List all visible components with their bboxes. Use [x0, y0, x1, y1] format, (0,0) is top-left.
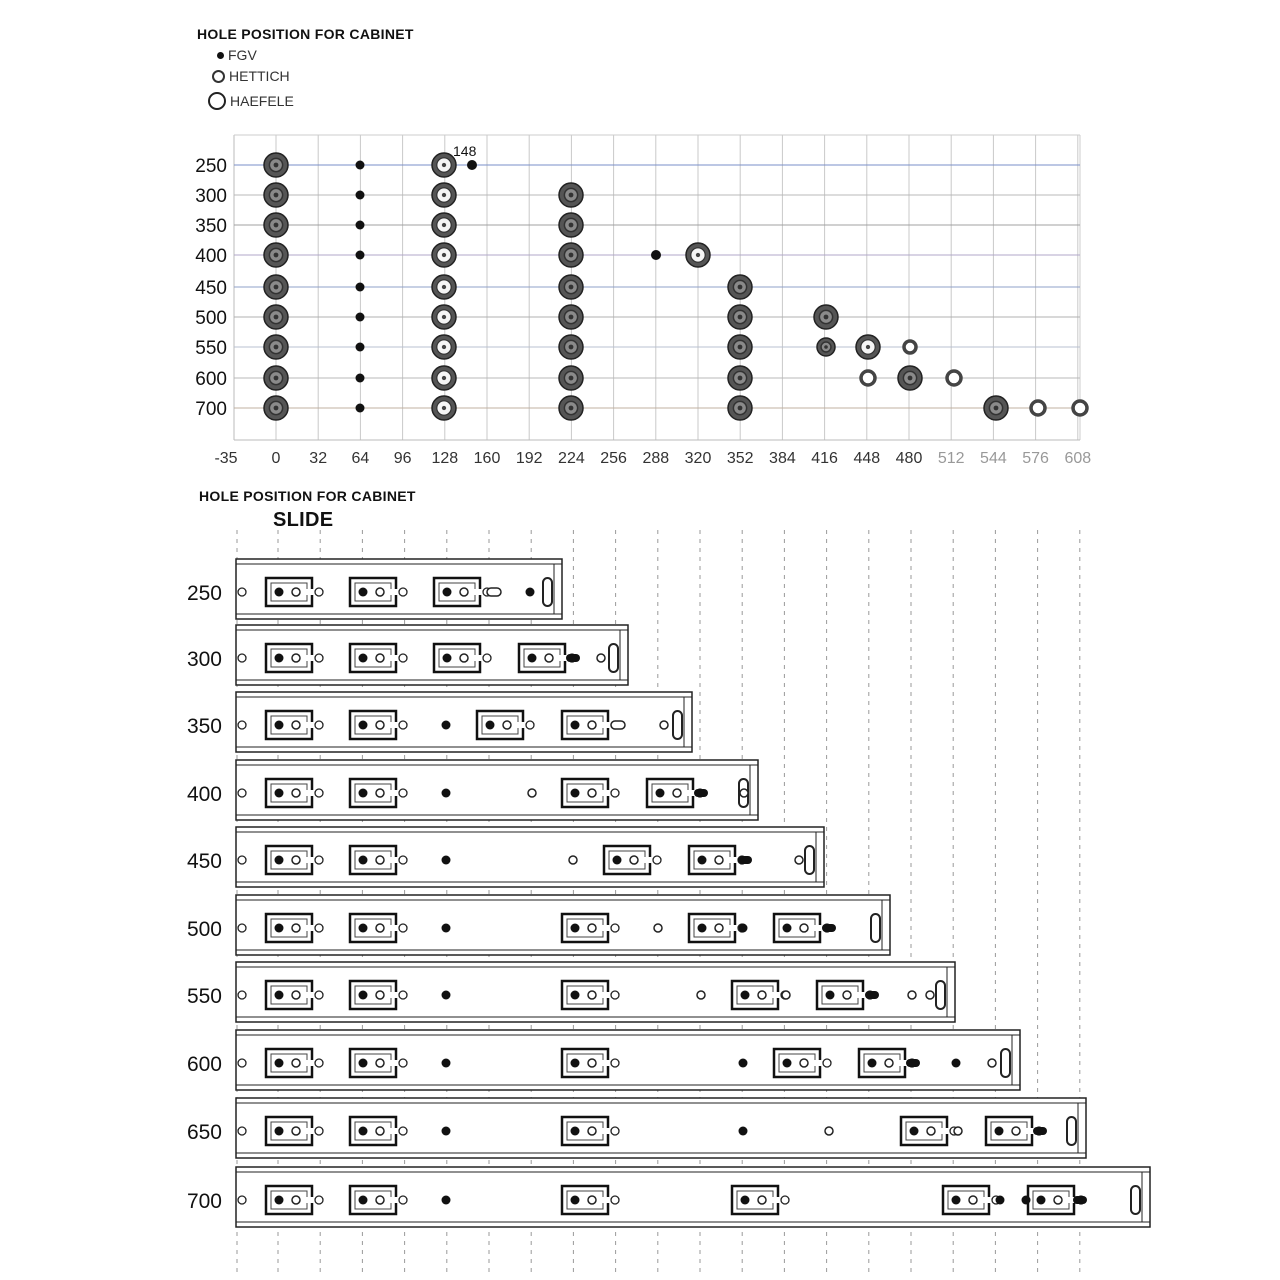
hettich-ring: [1073, 401, 1087, 415]
top-title: HOLE POSITION FOR CABINET: [197, 26, 414, 42]
fgv-hole: [356, 343, 365, 352]
haefele-hole: [728, 305, 752, 329]
top-x-label: 576: [1022, 450, 1049, 467]
fgv-hole: [356, 191, 365, 200]
fgv-hole: [651, 250, 661, 260]
haefele-hole: [264, 366, 288, 390]
hettich-hole: [856, 335, 880, 359]
slide-rail: [187, 962, 955, 1022]
rail-slot-hole: [906, 1059, 920, 1067]
rail-open-hole: [660, 721, 668, 729]
top-y-label: 700: [195, 399, 227, 420]
haefele-hole: [264, 153, 288, 177]
slide-rail: [187, 1167, 1150, 1227]
haefele-hole: [559, 396, 583, 420]
slide-diagram: [0, 520, 1280, 1280]
top-x-label: 608: [1064, 450, 1092, 467]
rail-start-hole: [238, 1059, 246, 1067]
haefele-hole: [898, 366, 922, 390]
top-x-label: 320: [684, 450, 712, 467]
top-x-label: 544: [980, 450, 1007, 467]
top-x-label: 160: [473, 450, 501, 467]
slide-length-label: 600: [186, 1053, 222, 1076]
top-y-labels: [195, 156, 227, 420]
rail-fixing-dot: [739, 1059, 748, 1068]
rail-fixing-dot: [526, 588, 535, 597]
rail-start-hole: [238, 588, 246, 596]
slide-length-label: 300: [186, 648, 222, 671]
hettich-hole: [432, 213, 456, 237]
rail-end-slot: [805, 846, 814, 874]
fgv-hole: [356, 404, 365, 413]
hettich-hole: [432, 396, 456, 420]
top-y-label: 550: [195, 338, 227, 359]
slide-rail: [187, 625, 628, 685]
rail-fixing-dot: [952, 1059, 961, 1068]
top-x-label: 64: [351, 450, 370, 467]
rail-end-slot: [1001, 1049, 1010, 1077]
hettich-hole: [432, 366, 456, 390]
rail-open-hole: [528, 789, 536, 797]
rail-slot-hole: [566, 654, 580, 662]
slide-length-label: 550: [186, 985, 222, 1008]
slide-length-label: 250: [186, 582, 222, 605]
haefele-hole: [559, 335, 583, 359]
top-x-label: 256: [600, 450, 627, 467]
rail-end-slot: [1067, 1117, 1076, 1145]
haefele-hole: [264, 396, 288, 420]
rail-end-slot: [543, 578, 552, 606]
haefele-hole: [264, 335, 288, 359]
rail-end-slot: [936, 981, 945, 1009]
haefele-hole: [814, 305, 838, 329]
slide-subtitle: SLIDE: [273, 509, 334, 531]
rail-slot-hole: [738, 856, 752, 864]
hettich-hole: [432, 275, 456, 299]
slide-rail: [187, 760, 758, 820]
rail-end-slot: [1131, 1186, 1140, 1214]
top-x-label: 352: [726, 450, 754, 467]
slide-length-label: 500: [186, 918, 222, 941]
top-y-label: 600: [195, 369, 227, 390]
rail-open-hole: [740, 789, 748, 797]
haefele-hole: [264, 213, 288, 237]
haefele-hole: [264, 243, 288, 267]
rail-fixing-dot: [442, 1059, 451, 1068]
rail-slot-hole: [865, 991, 879, 999]
hettich-ring: [861, 371, 875, 385]
bottom-title: HOLE POSITION FOR CABINET: [199, 488, 416, 504]
rail-fixing-dot: [442, 1196, 451, 1205]
top-x-label: 0: [271, 450, 281, 467]
slide-length-label: 650: [186, 1121, 222, 1144]
rail-open-hole: [697, 991, 705, 999]
rail-open-hole: [954, 1127, 962, 1135]
hettich-hole: [432, 305, 456, 329]
haefele-hole: [559, 366, 583, 390]
slide-length-label: 700: [186, 1190, 222, 1213]
slide-rail: [187, 1098, 1086, 1158]
top-x-label: 512: [937, 450, 965, 467]
top-x-label: 480: [895, 450, 923, 467]
legend-hettich-label: HETTICH: [229, 68, 290, 84]
fgv-hole: [356, 283, 365, 292]
rail-open-hole: [926, 991, 934, 999]
rail-fixing-dot: [739, 924, 748, 933]
haefele-hole: [817, 338, 835, 356]
rail-oval-hole: [611, 721, 625, 729]
haefele-hole: [264, 275, 288, 299]
rail-fixing-dot: [442, 1127, 451, 1136]
rail-slot-hole: [1033, 1127, 1047, 1135]
haefele-hole: [559, 275, 583, 299]
haefele-hole: [559, 305, 583, 329]
haefele-hole: [728, 366, 752, 390]
rail-end-slot: [673, 711, 682, 739]
rail-fixing-dot: [442, 924, 451, 933]
fgv-hole: [356, 161, 365, 170]
fgv-hole: [467, 160, 477, 170]
top-y-label: 250: [195, 156, 227, 177]
top-y-label: 450: [195, 278, 227, 299]
slide-rail: [187, 895, 890, 955]
rail-fixing-dot: [442, 856, 451, 865]
fgv-hole: [356, 251, 365, 260]
top-y-label: 400: [195, 246, 227, 267]
rail-end-slot: [609, 644, 618, 672]
haefele-hole: [559, 213, 583, 237]
rail-fixing-dot: [996, 1196, 1005, 1205]
rail-fixing-dot: [739, 1127, 748, 1136]
rail-fixing-dot: [1022, 1196, 1031, 1205]
top-x-label: 32: [309, 450, 328, 467]
rail-fixing-dot: [442, 721, 451, 730]
top-x-label: 416: [811, 450, 838, 467]
slide-length-label: 400: [186, 783, 222, 806]
slide-rail: [187, 1030, 1020, 1090]
slide-rail: [187, 827, 824, 887]
haefele-hole: [559, 183, 583, 207]
rail-fixing-dot: [442, 991, 451, 1000]
hettich-hole: [432, 183, 456, 207]
hettich-ring: [904, 341, 916, 353]
top-x-label: 448: [853, 450, 881, 467]
hettich-hole: [432, 243, 456, 267]
rail-start-hole: [238, 924, 246, 932]
rail-start-hole: [238, 789, 246, 797]
rail-open-hole: [795, 856, 803, 864]
top-x-label: 192: [515, 450, 543, 467]
rail-fixing-dot: [442, 789, 451, 798]
top-x-label: 288: [642, 450, 670, 467]
top-y-label: 500: [195, 308, 227, 329]
legend-fgv-label: FGV: [228, 47, 257, 63]
rail-start-hole: [238, 1127, 246, 1135]
rail-open-hole: [782, 991, 790, 999]
rail-open-hole: [908, 991, 916, 999]
slide-length-label: 350: [186, 715, 222, 738]
haefele-hole: [264, 183, 288, 207]
top-x-label: 128: [431, 450, 459, 467]
top-y-label: 350: [195, 216, 227, 237]
fgv-hole: [356, 313, 365, 322]
haefele-hole: [728, 275, 752, 299]
rail-start-hole: [238, 1196, 246, 1204]
rail-open-hole: [597, 654, 605, 662]
rail-open-hole: [654, 924, 662, 932]
fgv-hole: [356, 374, 365, 383]
hettich-hole: [686, 243, 710, 267]
rail-slot-hole: [694, 789, 708, 797]
rail-open-hole: [569, 856, 577, 864]
annotation-148: 148: [453, 143, 477, 159]
haefele-hole: [984, 396, 1008, 420]
rail-open-hole: [825, 1127, 833, 1135]
top-hole-chart: [0, 0, 1280, 480]
haefele-hole: [728, 335, 752, 359]
rail-oval-hole: [487, 588, 501, 596]
slide-rail: [187, 692, 692, 752]
rail-start-hole: [238, 721, 246, 729]
top-y-label: 300: [195, 186, 227, 207]
top-x-label: 96: [393, 450, 412, 467]
rail-end-slot: [871, 914, 880, 942]
fgv-hole: [356, 221, 365, 230]
rail-slot-hole: [1073, 1196, 1087, 1204]
slide-rail: [187, 559, 562, 619]
slide-length-label: 450: [186, 850, 222, 873]
rail-open-hole: [988, 1059, 996, 1067]
hettich-ring: [947, 371, 961, 385]
slide-rails: [187, 559, 1150, 1227]
top-x-label: -35: [214, 450, 238, 467]
top-x-label: 384: [769, 450, 796, 467]
top-x-label: 224: [558, 450, 585, 467]
rail-slot-hole: [822, 924, 836, 932]
haefele-hole: [264, 305, 288, 329]
haefele-hole: [559, 243, 583, 267]
legend-haefele-label: HAEFELE: [230, 93, 294, 109]
haefele-hole: [728, 396, 752, 420]
hettich-ring: [1031, 401, 1045, 415]
top-x-labels: [214, 450, 1091, 467]
rail-start-hole: [238, 856, 246, 864]
hettich-hole: [432, 335, 456, 359]
rail-start-hole: [238, 991, 246, 999]
rail-start-hole: [238, 654, 246, 662]
